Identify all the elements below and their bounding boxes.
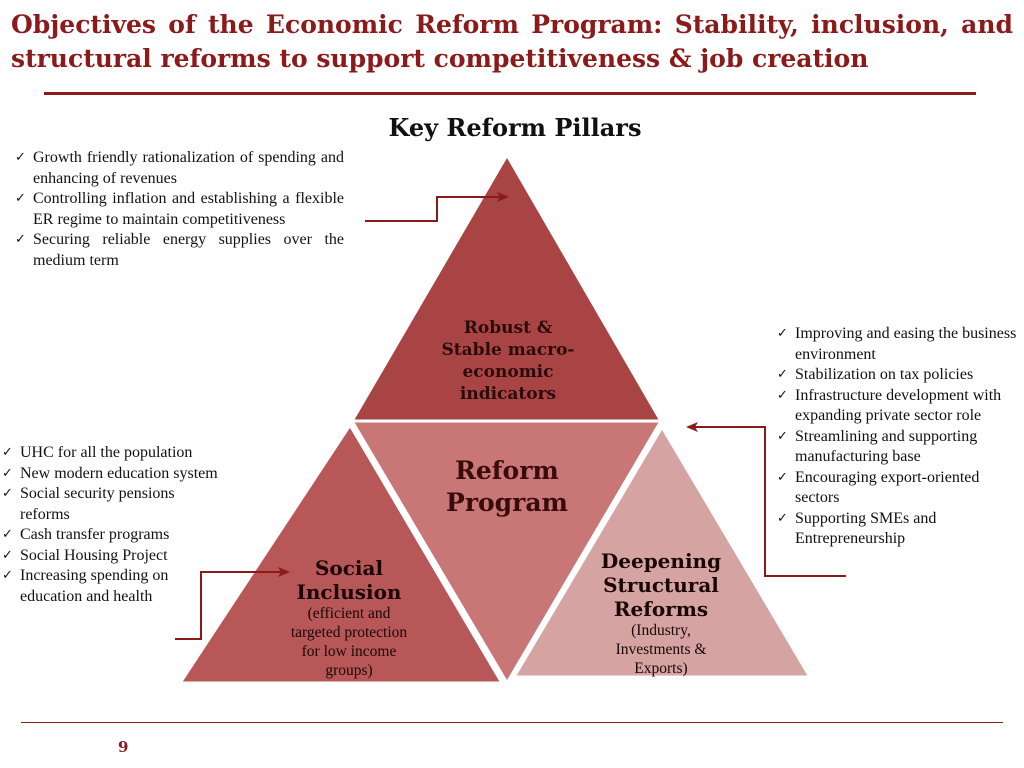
check-icon: ✓: [2, 547, 13, 563]
check-icon: ✓: [15, 191, 26, 206]
check-icon: ✓: [777, 428, 788, 444]
right-pillar-subtitle: Investments &: [615, 641, 707, 658]
check-icon: ✓: [2, 465, 13, 481]
list-item: [775, 427, 1020, 468]
list-item-text: Social Housing Project: [20, 546, 168, 564]
left-pillar-subtitle: (efficient and: [307, 605, 391, 622]
check-icon: ✓: [777, 367, 788, 382]
list-item-text: Streamlining and supporting manufacturing base: [795, 427, 978, 465]
check-icon: ✓: [2, 445, 13, 460]
list-item: [0, 464, 225, 485]
list-item: [775, 365, 1020, 386]
check-icon: ✓: [2, 527, 13, 542]
list-item-text: Encouraging export-oriented sectors: [795, 468, 980, 506]
check-icon: ✓: [777, 510, 788, 526]
slide-title: Objectives of the Economic Reform Program: Stability, inclusion, and structural reforms to support competitiveness & job creation: [11, 10, 1013, 73]
left-pillar-title: Social: [314, 556, 384, 580]
pillars-heading: Key Reform Pillars: [388, 113, 642, 142]
structural-reforms-objectives-list: [775, 324, 1020, 550]
top-pillar-line: economic: [462, 362, 554, 382]
center-line: Program: [446, 488, 568, 517]
right-pillar-label: [582, 549, 740, 678]
list-item: [0, 484, 225, 525]
check-icon: ✓: [777, 469, 788, 485]
list-item-text: Infrastructure development with expanding private sector role: [795, 386, 1002, 424]
left-pillar-subtitle: groups): [325, 662, 373, 679]
check-icon: ✓: [777, 326, 788, 341]
check-icon: ✓: [777, 387, 788, 403]
list-item-text: Improving and easing the business environment: [795, 325, 1017, 363]
top-pillar-line: indicators: [459, 384, 557, 404]
top-pillar-label: [418, 317, 598, 405]
check-icon: ✓: [2, 486, 13, 501]
right-pillar-title: Deepening: [600, 549, 722, 573]
check-icon: ✓: [15, 232, 26, 247]
top-pillar-line: Stable macro-: [441, 340, 575, 360]
left-pillar-label: [270, 556, 428, 680]
page-number: 9: [118, 738, 129, 756]
macro-stability-objectives-list: [13, 148, 344, 271]
left-pillar-title: Inclusion: [296, 580, 402, 604]
right-pillar-title: Structural: [603, 573, 719, 597]
list-item: [13, 230, 344, 271]
right-pillar-subtitle: Exports): [634, 660, 688, 677]
list-item: [13, 189, 344, 230]
list-item-text: Supporting SMEs and Entrepreneurship: [795, 509, 937, 547]
left-pillar-subtitle: targeted protection: [290, 624, 408, 641]
list-item: [0, 546, 225, 567]
list-item-text: Social security pensions reforms: [20, 485, 175, 523]
list-item-text: Cash transfer programs: [20, 526, 170, 543]
list-item-text: New modern education system: [20, 464, 218, 482]
check-icon: ✓: [15, 150, 26, 165]
list-item-text: Controlling inflation and establishing a flexible ER regime to maintain competitiveness: [33, 190, 344, 228]
list-item: [0, 525, 225, 546]
list-item: [0, 566, 225, 607]
center-label: [420, 455, 594, 519]
top-pillar-line: Robust &: [463, 318, 553, 338]
center-line: Reform: [455, 456, 559, 485]
list-item: [775, 509, 1020, 550]
list-item: [775, 386, 1020, 427]
list-item: [0, 443, 225, 464]
list-item-text: UHC for all the population: [20, 444, 193, 461]
list-item: [13, 148, 344, 189]
list-item: [775, 324, 1020, 365]
social-inclusion-objectives-list: [0, 443, 225, 607]
list-item-text: Increasing spending on education and health: [20, 567, 169, 605]
list-item: [775, 468, 1020, 509]
list-item-text: Securing reliable energy supplies over the medium term: [33, 231, 344, 269]
right-pillar-subtitle: (Industry,: [631, 622, 691, 639]
right-pillar-title: Reforms: [613, 597, 709, 621]
left-pillar-subtitle: for low income: [301, 643, 397, 660]
list-item-text: Stabilization on tax policies: [795, 366, 974, 383]
list-item-text: Growth friendly rationalization of spending and enhancing of revenues: [33, 149, 344, 187]
footer-divider: [21, 722, 1003, 723]
check-icon: ✓: [2, 568, 13, 583]
